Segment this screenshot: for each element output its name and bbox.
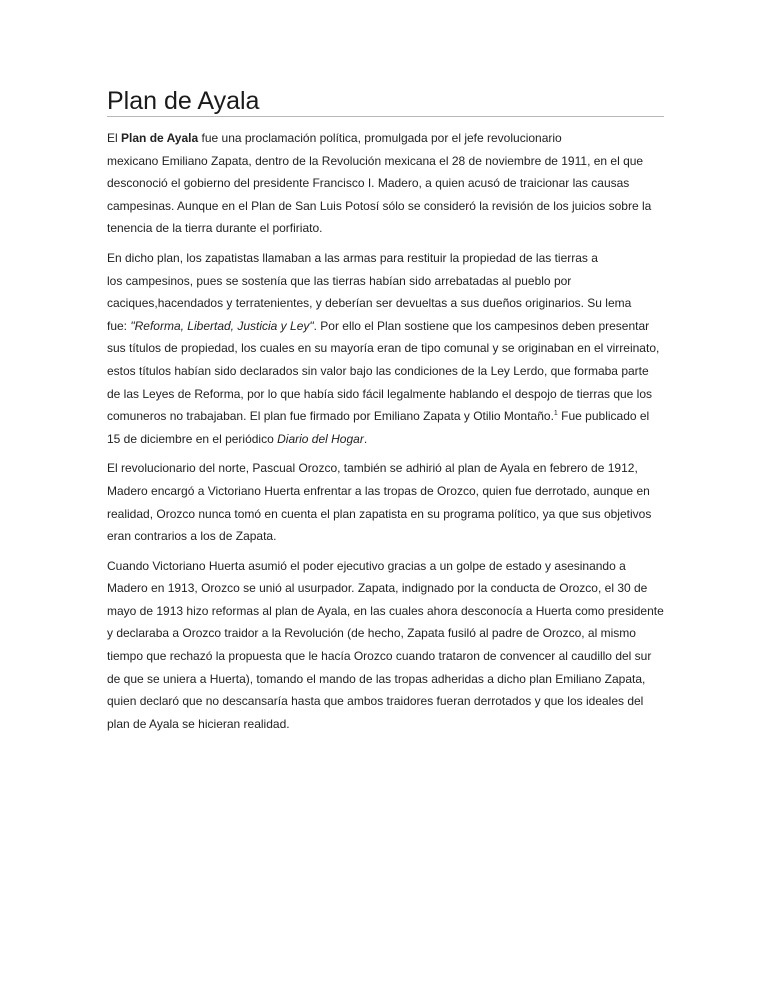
- paragraph-4: [107, 555, 665, 736]
- text-line: tiempo que rechazó la propuesta que le hacía Orozco cuando trataron de convencer al caudillo del sur: [107, 649, 652, 664]
- text-line: El revolucionario del norte, Pascual Orozco, también se adhirió al plan de Ayala en febrero de 1912,: [107, 461, 638, 476]
- bold-term: Plan de Ayala: [121, 131, 199, 145]
- text-line: Madero en 1913, Orozco se unió al usurpador. Zapata, indignado por la conducta de Orozco, el 30 de: [107, 581, 648, 596]
- text-span: 15 de diciembre en el periódico: [107, 431, 278, 446]
- text-line: estos títulos habían sido declarados sin valor bajo las condiciones de la Ley Lerdo, que formaba parte: [107, 363, 649, 378]
- text-span: fue una proclamación política, promulgada por el jefe revolucionario: [198, 131, 562, 145]
- text-line: [107, 315, 665, 338]
- text-line: [107, 127, 665, 150]
- text-line: campesinas. Aunque en el Plan de San Luis Potosí sólo se consideró la revisión de los juicios sobre la: [107, 198, 652, 213]
- text-line: tenencia de la tierra durante el porfiriato.: [107, 221, 323, 236]
- text-line: mexicano Emiliano Zapata, dentro de la Revolución mexicana el 28 de noviembre de 1911, en el que: [107, 153, 644, 168]
- text-span: Fue publicado el: [557, 409, 650, 424]
- text-line: eran contrarios a los de Zapata.: [107, 529, 277, 544]
- text-line: [107, 405, 665, 428]
- text-line: los campesinos, pues se sostenía que las tierras habían sido arrebatadas al pueblo por: [107, 273, 572, 288]
- newspaper-title: Diario del Hogar: [277, 431, 364, 446]
- text-line: mayo de 1913 hizo reformas al plan de Ayala, en las cuales ahora desconocía a Huerta como presidente: [107, 603, 664, 618]
- paragraph-2: [107, 247, 665, 450]
- text-line: En dicho plan, los zapatistas llamaban a las armas para restituir la propiedad de las tierras a: [107, 250, 598, 265]
- text-line: [107, 428, 665, 451]
- text-span: comuneros no trabajaban. El plan fue firmado por Emiliano Zapata y Otilio Montaño.: [107, 409, 554, 424]
- text-span: .: [363, 431, 368, 446]
- text-line: de que se uniera a Huerta), tomando el mando de las tropas adheridas a dicho plan Emiliano Zapata,: [107, 671, 646, 686]
- text-span: El: [107, 131, 122, 145]
- page-title: Plan de Ayala: [107, 86, 664, 117]
- text-line: desconoció el gobierno del presidente Francisco I. Madero, a quien acusó de traicionar las causas: [107, 176, 630, 191]
- footnote-reference[interactable]: 1: [553, 410, 558, 418]
- text-span: fue:: [107, 318, 131, 333]
- text-line: sus títulos de propiedad, los cuales en su mayoría eran de tipo comunal y se originaban en el virreinato,: [107, 341, 660, 356]
- text-line: caciques,hacendados y terratenientes, y deberían ser devueltas a sus dueños originarios. Su lema: [107, 296, 632, 311]
- article-body: [107, 86, 665, 735]
- text-line: plan de Ayala se hicieran realidad.: [107, 716, 290, 731]
- text-line: Cuando Victoriano Huerta asumió el poder ejecutivo gracias a un golpe de estado y asesinando a: [107, 558, 626, 573]
- paragraph-3: [107, 457, 665, 547]
- text-line: de las Leyes de Reforma, por lo que había sido fácil legalmente hablando el despojo de tierras que los: [107, 386, 653, 401]
- paragraph-1: [107, 127, 665, 240]
- text-line: quien declaró que no descansaría hasta que ambos traidores fueran derrotados y que los ideales del: [107, 694, 644, 709]
- text-line: y declaraba a Orozco traidor a la Revolución (de hecho, Zapata fusiló al padre de Orozco, al mismo: [107, 626, 636, 641]
- text-span: . Por ello el Plan sostiene que los campesinos deben presentar: [313, 318, 650, 333]
- text-line: Madero encargó a Victoriano Huerta enfrentar a las tropas de Orozco, quien fue derrotado, aunque en: [107, 483, 650, 498]
- text-line: realidad, Orozco nunca tomó en cuenta el plan zapatista en su programa político, ya que sus objetivos: [107, 506, 652, 521]
- motto-italic: "Reforma, Libertad, Justicia y Ley": [130, 318, 314, 333]
